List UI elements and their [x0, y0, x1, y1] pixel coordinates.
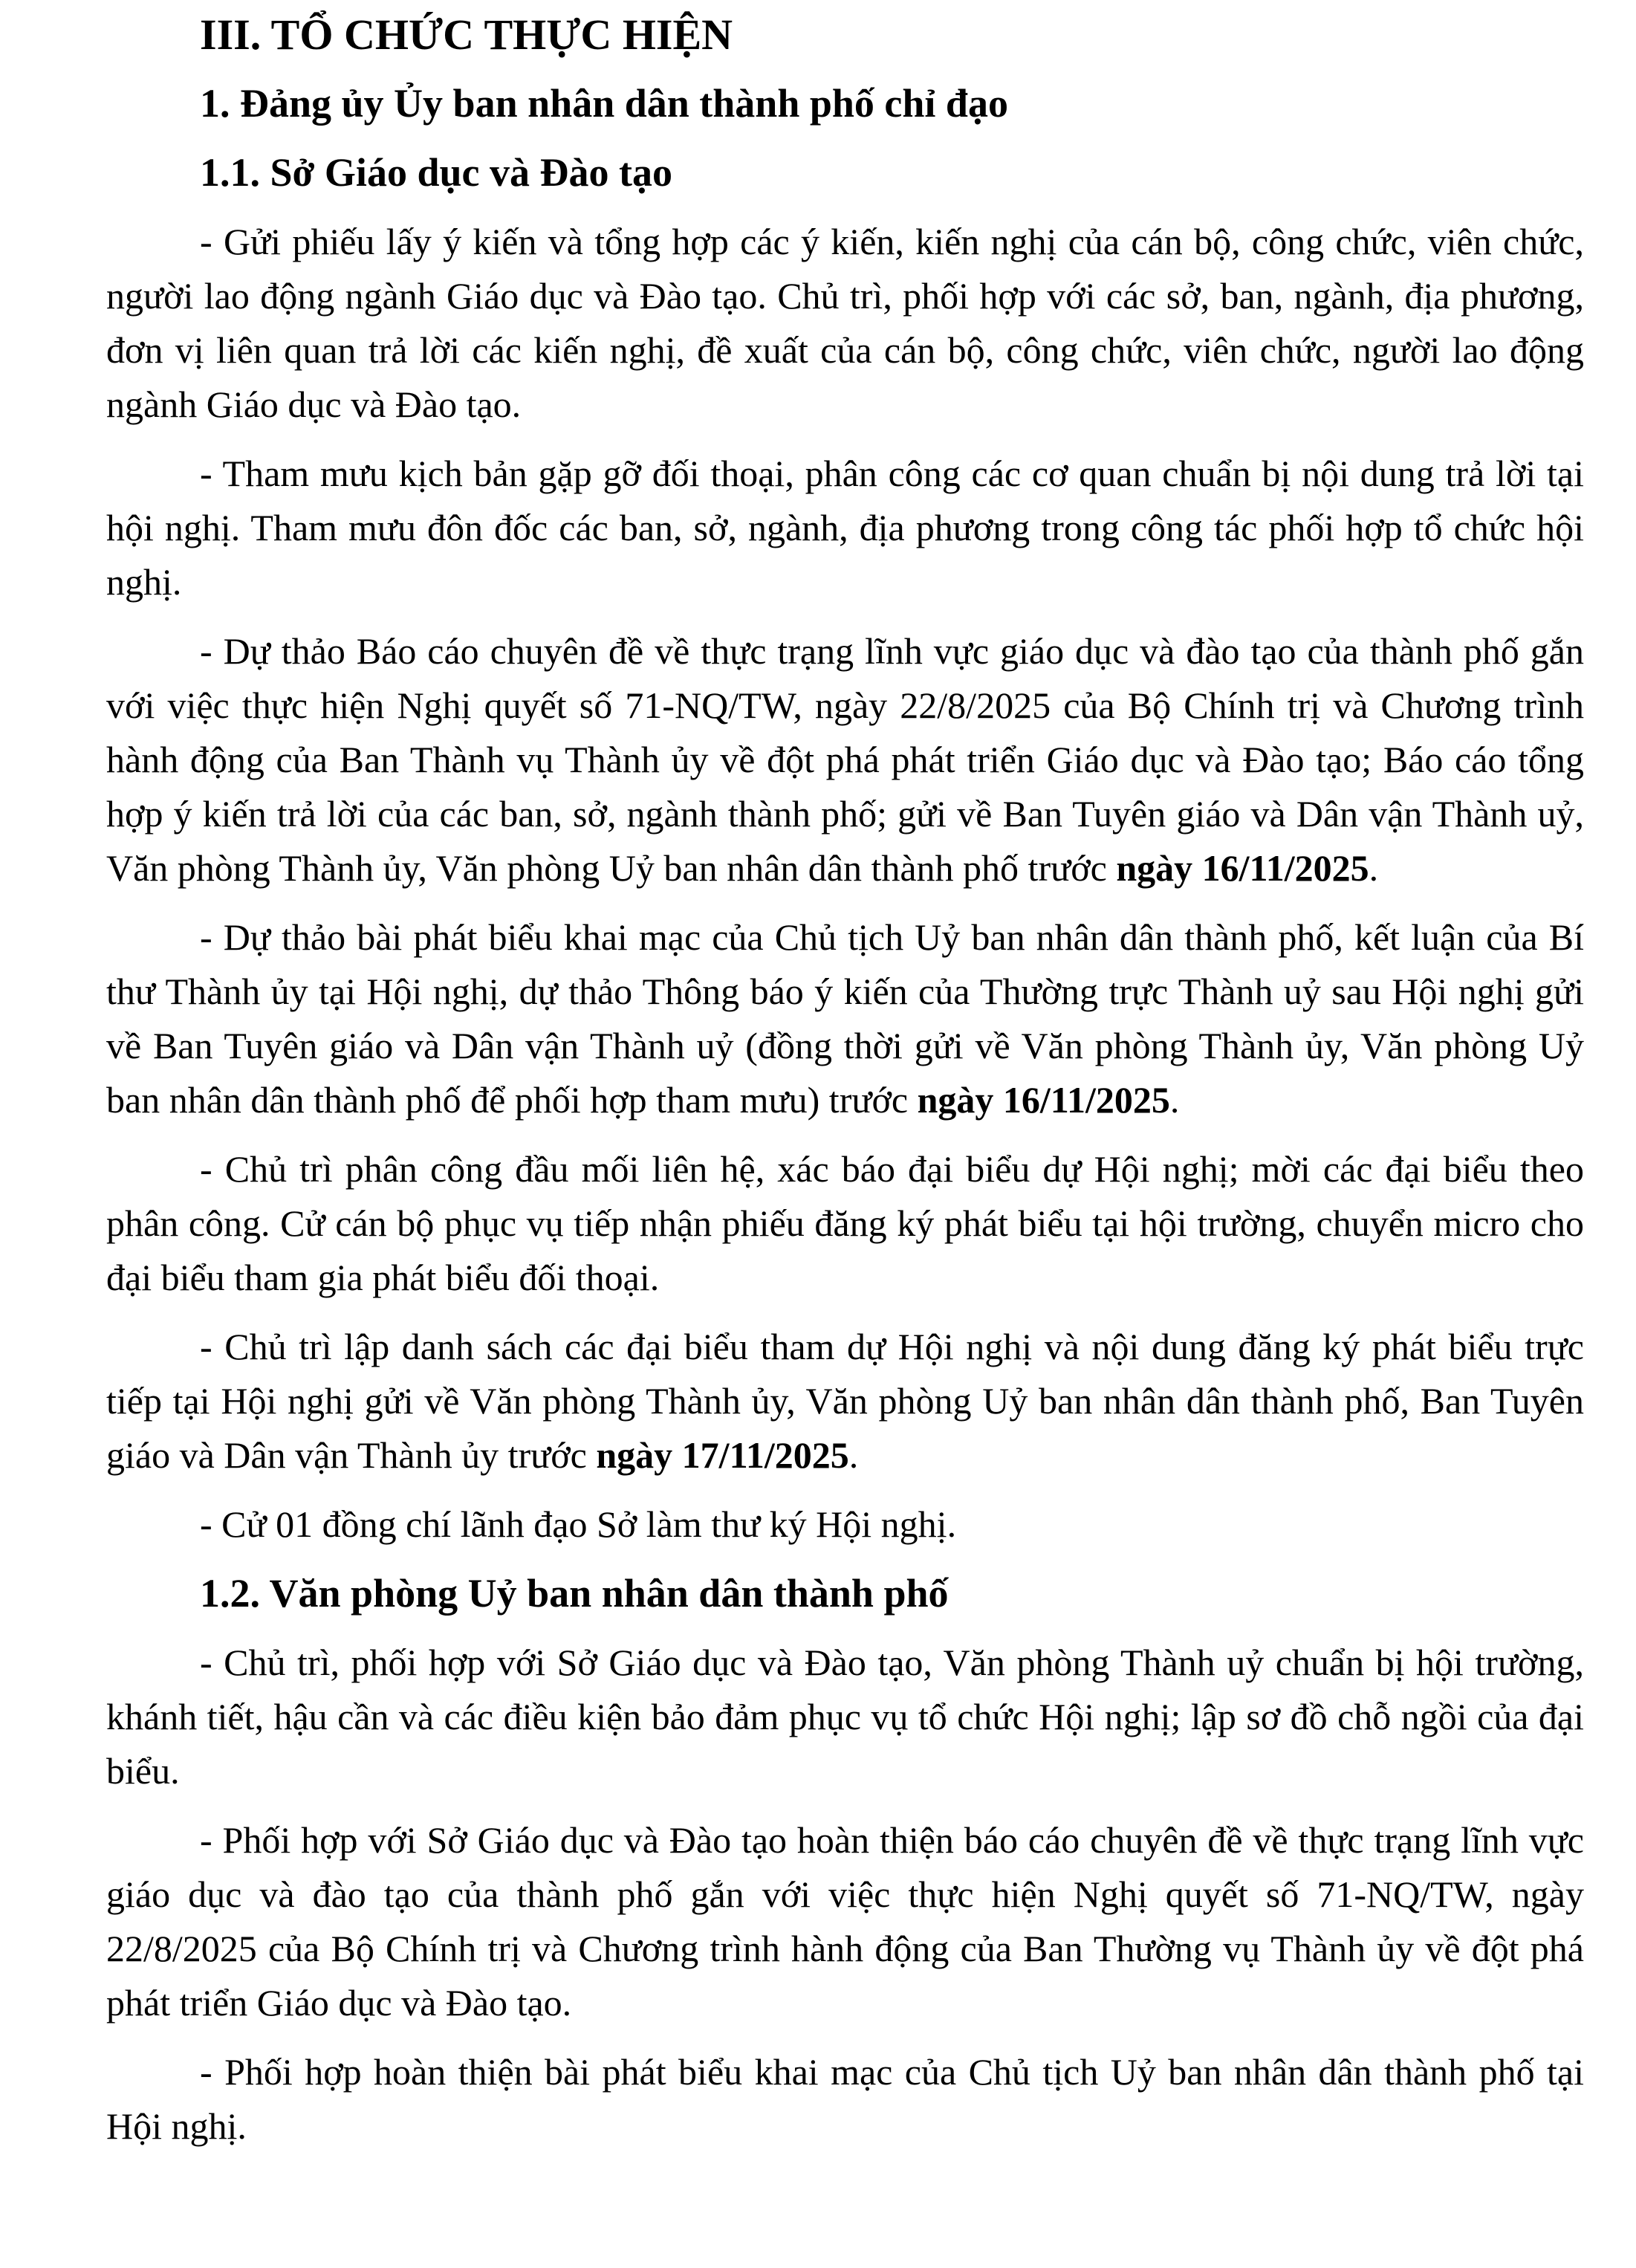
paragraph-text: - Cử 01 đồng chí lãnh đạo Sở làm thư ký Hội nghị.	[200, 1503, 957, 1545]
bold-date: ngày 16/11/2025	[917, 1079, 1170, 1121]
bold-date: ngày 17/11/2025	[596, 1434, 849, 1476]
section-heading-iii: III. TỔ CHỨC THỰC HIỆN	[200, 10, 733, 59]
paragraph-1-2-3	[106, 2045, 1584, 2154]
paragraph-1-1-7	[106, 1497, 1584, 1552]
paragraph-1-1-2	[106, 447, 1584, 609]
paragraph-1-1-6	[106, 1320, 1584, 1483]
paragraph-text: - Phối hợp hoàn thiện bài phát biểu khai mạc của Chủ tịch Uỷ ban nhân dân thành phố tại Hội nghị.	[106, 2051, 1584, 2147]
heading-1: 1. Đảng ủy Ủy ban nhân dân thành phố chỉ đạo	[200, 81, 1008, 126]
paragraph-text: - Chủ trì, phối hợp với Sở Giáo dục và Đào tạo, Văn phòng Thành uỷ chuẩn bị hội trường, khánh tiết, hậu cần và các điều kiện bảo đảm phục vụ tổ chức Hội nghị; lập sơ đồ chỗ ngồi của đại biểu.	[106, 1642, 1584, 1792]
paragraph-1-1-3	[106, 624, 1584, 895]
paragraph-1-1-4	[106, 910, 1584, 1127]
paragraph-text: - Gửi phiếu lấy ý kiến và tổng hợp các ý kiến, kiến nghị của cán bộ, công chức, viên chức, người lao động ngành Giáo dục và Đào tạo. Chủ trì, phối hợp với các sở, ban, ngành, địa phương, đơn vị liên quan trả lời các kiến nghị, đề xuất của cán bộ, công chức, viên chức, người lao động ngành Giáo dục và Đào tạo.	[106, 221, 1584, 425]
paragraph-text: - Chủ trì lập danh sách các đại biểu tham dự Hội nghị và nội dung đăng ký phát biểu trực tiếp tại Hội nghị gửi về Văn phòng Thành ủy, Văn phòng Uỷ ban nhân dân thành phố, Ban Tuyên giáo và Dân vận Thành ủy trước	[106, 1326, 1584, 1476]
heading-1-2: 1.2. Văn phòng Uỷ ban nhân dân thành phố	[200, 1571, 949, 1616]
paragraph-1-2-1	[106, 1636, 1584, 1798]
paragraph-text: - Tham mưu kịch bản gặp gỡ đối thoại, phân công các cơ quan chuẩn bị nội dung trả lời tại hội nghị. Tham mưu đôn đốc các ban, sở, ngành, địa phương trong công tác phối hợp tổ chức hội nghị.	[106, 453, 1584, 603]
paragraph-text: .	[1169, 1079, 1180, 1121]
paragraph-text: - Dự thảo bài phát biểu khai mạc của Chủ tịch Uỷ ban nhân dân thành phố, kết luận của Bí thư Thành ủy tại Hội nghị, dự thảo Thông báo ý kiến của Thường trực Thành uỷ sau Hội nghị gửi về Ban Tuyên giáo và Dân vận Thành uỷ (đồng thời gửi về Văn phòng Thành ủy, Văn phòng Uỷ ban nhân dân thành phố để phối hợp tham mưu) trước	[106, 916, 1584, 1121]
paragraph-1-1-5	[106, 1142, 1584, 1305]
paragraph-1-2-2	[106, 1813, 1584, 2030]
paragraph-text: - Phối hợp với Sở Giáo dục và Đào tạo hoàn thiện báo cáo chuyên đề về thực trạng lĩnh vực giáo dục và đào tạo của thành phố gắn với việc thực hiện Nghị quyết số 71-NQ/TW, ngày 22/8/2025 của Bộ Chính trị và Chương trình hành động của Ban Thường vụ Thành ủy về đột phá phát triển Giáo dục và Đào tạo.	[106, 1819, 1584, 2024]
paragraph-1-1-1	[106, 215, 1584, 432]
paragraph-text: .	[848, 1434, 859, 1476]
heading-1-1: 1.1. Sở Giáo dục và Đào tạo	[200, 150, 672, 195]
paragraph-text: .	[1369, 847, 1379, 889]
paragraph-text: - Dự thảo Báo cáo chuyên đề về thực trạng lĩnh vực giáo dục và đào tạo của thành phố gắn với việc thực hiện Nghị quyết số 71-NQ/TW, ngày 22/8/2025 của Bộ Chính trị và Chương trình hành động của Ban Thành vụ Thành ủy về đột phá phát triển Giáo dục và Đào tạo; Báo cáo tổng hợp ý kiến trả lời của các ban, sở, ngành thành phố; gửi về Ban Tuyên giáo và Dân vận Thành uỷ, Văn phòng Thành ủy, Văn phòng Uỷ ban nhân dân thành phố trước	[106, 630, 1584, 889]
paragraph-text: - Chủ trì phân công đầu mối liên hệ, xác báo đại biểu dự Hội nghị; mời các đại biểu theo phân công. Cử cán bộ phục vụ tiếp nhận phiếu đăng ký phát biểu tại hội trường, chuyển micro cho đại biểu tham gia phát biểu đối thoại.	[106, 1148, 1584, 1298]
bold-date: ngày 16/11/2025	[1116, 847, 1369, 889]
